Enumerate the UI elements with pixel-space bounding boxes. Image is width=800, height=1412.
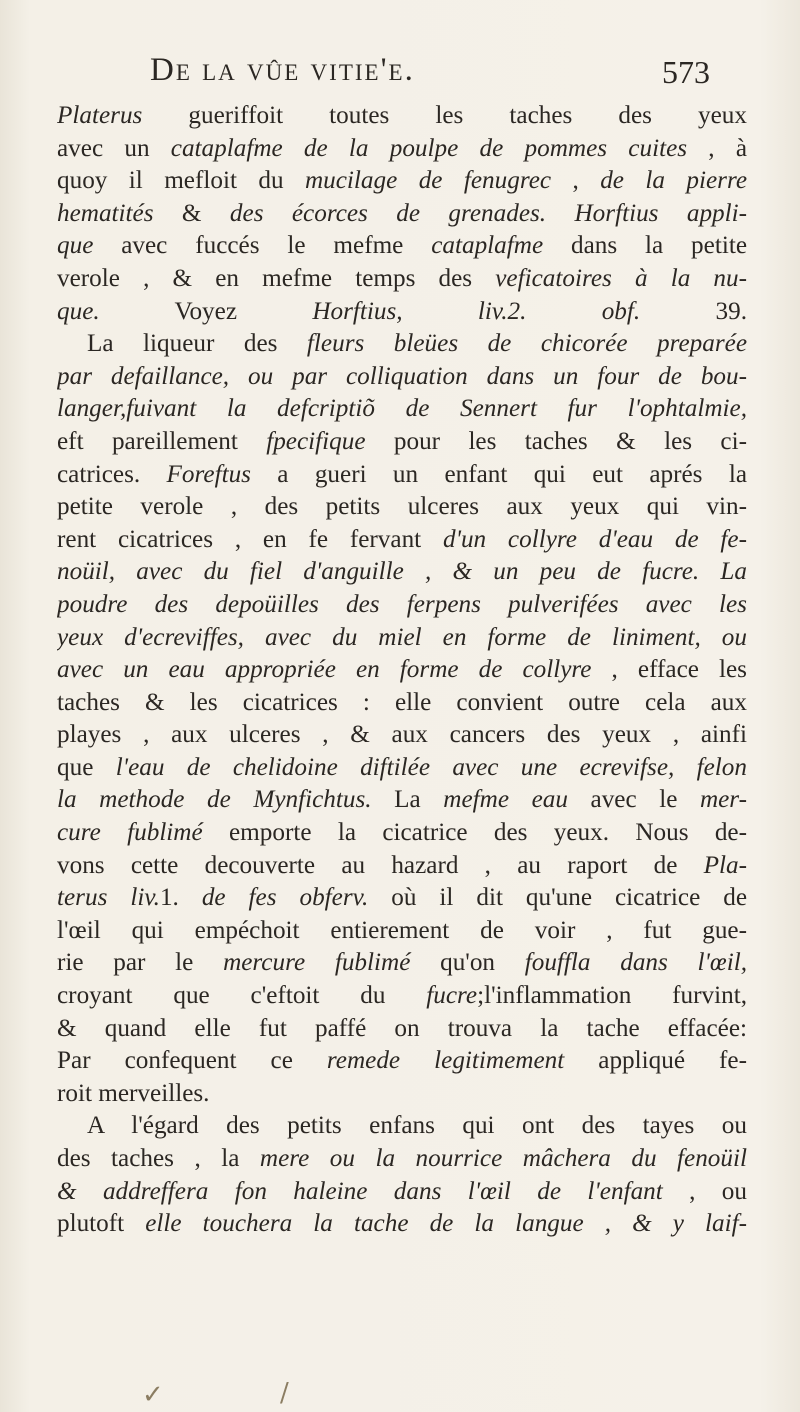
roman-text: gueriffoit toutes les taches des yeux — [142, 102, 747, 129]
text-line — [57, 947, 747, 980]
roman-text: Voyez — [99, 297, 313, 325]
text-line — [57, 654, 747, 687]
italic-text: avec un eau appropriée en forme de collyre — [57, 656, 592, 684]
roman-text: des taches , la — [57, 1145, 260, 1172]
text-line — [57, 556, 747, 589]
roman-text: , efface les — [591, 656, 747, 684]
text-line — [57, 1208, 747, 1241]
italic-text: l'eau de chelidoine diftilée avec une ecrevifse, felon — [115, 753, 747, 781]
italic-text: veficatoires à la nu- — [495, 264, 747, 292]
roman-text: emporte la cicatrice des yeux. Nous de- — [202, 819, 747, 847]
italic-text: fouffla dans l'œil, — [524, 949, 747, 977]
text-line — [57, 882, 747, 915]
roman-text: 39. — [640, 297, 747, 325]
roman-text: & — [153, 199, 230, 227]
italic-text: que. — [57, 297, 100, 325]
italic-text: fucre — [426, 982, 478, 1010]
body-text — [57, 100, 747, 1241]
roman-text: plutoft — [57, 1210, 146, 1238]
roman-text: appliqué fe- — [564, 1047, 747, 1075]
roman-text: catrices. — [57, 460, 167, 488]
text-line — [57, 1013, 747, 1046]
roman-text: l'œil qui empéchoit entierement de voir , fut gue- — [57, 916, 747, 944]
italic-text: mer- — [699, 786, 747, 814]
roman-text: avec le — [567, 786, 700, 814]
roman-text: vons cette decouverte au hazard , au raport de — [57, 851, 704, 879]
italic-text: de la pierre — [600, 167, 747, 195]
italic-text: & addreffera fon haleine dans l'œil de l'enfant — [57, 1177, 663, 1205]
roman-text: , à — [687, 134, 747, 162]
roman-text: eft pareillement — [57, 427, 267, 455]
bottom-pen-marks — [130, 1380, 310, 1410]
italic-text: hematités — [57, 199, 154, 227]
italic-text: langer,fuivant la defcriptiõ de Sennert fur l'ophtalmie, — [57, 395, 747, 423]
italic-text: de fes obferv. — [201, 884, 369, 912]
italic-text: mefme eau — [443, 786, 568, 814]
italic-text: terus liv. — [57, 884, 160, 912]
roman-text: que — [57, 753, 116, 781]
text-line — [57, 198, 747, 231]
text-line — [57, 393, 747, 426]
roman-text: , ou — [662, 1177, 747, 1205]
text-line — [57, 165, 747, 198]
text-line — [57, 850, 747, 883]
text-line — [57, 361, 747, 394]
italic-text: remede legitimement — [326, 1047, 565, 1075]
text-line — [57, 980, 747, 1013]
pen-mark-stroke: / — [280, 1378, 289, 1408]
text-line — [57, 1045, 747, 1078]
roman-text: A l'égard des petits enfans qui ont des tayes ou — [87, 1112, 747, 1140]
roman-text: avec un — [57, 134, 171, 162]
text-line — [57, 915, 747, 948]
roman-text: pour les taches & les ci- — [365, 427, 747, 455]
roman-text: taches & les cicatrices : elle convient outre cela aux — [57, 688, 747, 716]
page-header — [150, 52, 710, 92]
text-line — [57, 1078, 747, 1111]
roman-text: dans la petite — [543, 232, 747, 260]
roman-text: roit merveilles. — [57, 1079, 210, 1107]
roman-text: verole , & en mefme temps des — [57, 264, 496, 292]
text-line — [57, 784, 747, 817]
italic-text: cataplafme — [431, 232, 544, 260]
text-line — [57, 817, 747, 850]
text-line — [57, 687, 747, 720]
italic-text: Platerus — [57, 102, 143, 129]
roman-text: où il dit qu'une cicatrice de — [368, 884, 747, 912]
roman-text: rent cicatrices , en fe fervant — [57, 525, 443, 553]
roman-text: playes , aux ulceres , & aux cancers des yeux , ainfi — [57, 721, 747, 749]
roman-text: qu'on — [410, 949, 525, 977]
roman-text: a gueri un enfant qui eut aprés la — [250, 460, 747, 488]
italic-text: mere ou la nourrice mâchera du fenoüil — [259, 1145, 747, 1172]
italic-text: Horftius, liv.2. obf. — [312, 297, 641, 325]
text-line — [57, 719, 747, 752]
roman-text: Par confequent ce — [57, 1047, 327, 1075]
roman-text: La — [371, 786, 444, 814]
roman-text: 1. — [159, 884, 202, 912]
text-line — [57, 426, 747, 459]
italic-text: Foreftus — [166, 460, 251, 488]
text-line — [57, 1110, 747, 1143]
italic-text: noüil, avec du fiel d'anguille , & un peu de fucre. La — [57, 558, 747, 586]
italic-text: des écorces de grenades. Horftius appli- — [229, 199, 747, 227]
pen-mark-check: ✓ — [142, 1380, 164, 1410]
italic-text: fleurs bleües de chicorée preparée — [306, 330, 747, 358]
text-line — [57, 491, 747, 524]
roman-text: & quand elle fut paffé on trouva la tache effacée: — [57, 1014, 747, 1042]
roman-text: rie par le — [57, 949, 224, 977]
italic-text: la methode de Mynfichtus. — [57, 786, 372, 814]
italic-text: fpecifique — [266, 427, 366, 455]
text-line — [57, 328, 747, 361]
text-line — [57, 133, 747, 166]
italic-text: d'un collyre d'eau de fe- — [442, 525, 747, 553]
text-line — [57, 622, 747, 655]
roman-text: petite verole , des petits ulceres aux yeux qui vin- — [57, 493, 747, 521]
italic-text: que — [57, 232, 94, 260]
text-line — [57, 524, 747, 557]
text-line — [57, 1176, 747, 1209]
italic-text: cure fublimé — [57, 819, 203, 847]
text-line — [57, 296, 747, 329]
roman-text: croyant que c'eftoit du — [57, 982, 427, 1010]
italic-text: poudre des depoüilles des ferpens pulverifées avec les — [57, 590, 747, 618]
italic-text: mercure fublimé — [223, 949, 411, 977]
text-line — [57, 100, 747, 133]
text-line — [57, 752, 747, 785]
roman-text: quoy il mefloit du — [57, 167, 305, 195]
roman-text: ;l'inflammation furvint, — [477, 982, 747, 1010]
italic-text: elle touchera la tache de la langue , & y laif- — [145, 1210, 747, 1238]
running-title: De la vûe vitie'e. — [150, 52, 415, 88]
italic-text: Pla- — [703, 851, 747, 879]
italic-text: yeux d'ecreviffes, avec du miel en forme de liniment, ou — [57, 623, 747, 651]
text-line — [57, 230, 747, 263]
text-line — [57, 459, 747, 492]
italic-text: mucilage de fenugrec — [304, 167, 552, 195]
text-line — [57, 1143, 747, 1176]
italic-text: par defaillance, ou par colliquation dans un four de bou- — [57, 362, 747, 390]
italic-text: cataplafme de la poulpe de pommes cuites — [170, 134, 688, 162]
text-line — [57, 263, 747, 296]
roman-text: , — [551, 167, 601, 195]
roman-text: avec fuccés le mefme — [93, 232, 432, 260]
roman-text: La liqueur des — [87, 330, 307, 358]
page-number: 573 — [662, 54, 710, 90]
text-line — [57, 589, 747, 622]
